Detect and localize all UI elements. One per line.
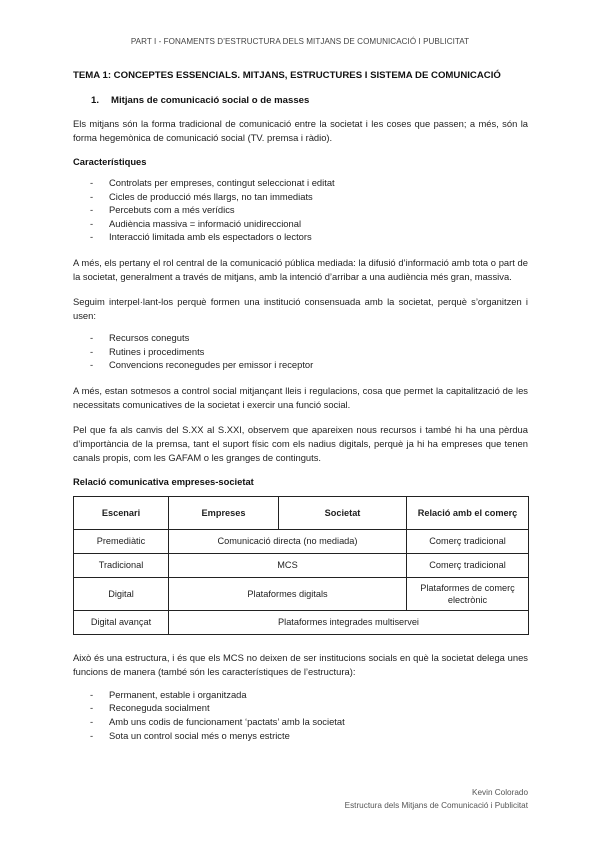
list-item: - Percebuts com a més verídics	[90, 204, 235, 216]
column-header: Escenari	[74, 496, 169, 529]
institution-paragraph: Seguim interpel·lant-los perquè formen una institució consensuada amb la societat, perquè s’organitzen i usen:	[73, 295, 528, 321]
list-item: - Interacció limitada amb els espectadors o lectors	[90, 231, 312, 243]
table-row	[74, 577, 529, 610]
characteristics-heading: Característiques	[73, 156, 147, 167]
list-item: - Rutines i procediments	[90, 345, 205, 357]
section-number: 1.	[91, 95, 100, 106]
table-cell: Plataformes digitals	[169, 577, 407, 610]
characteristics-list	[73, 176, 528, 244]
list-item: - Recursos coneguts	[90, 331, 190, 343]
list-item: - Convencions reconegudes per emissor i receptor	[90, 359, 314, 371]
list-item: - Amb uns codis de funcionament ‘pactats’ amb la societat	[90, 715, 345, 727]
table-row	[74, 610, 529, 634]
list-item: - Sota un control social més o menys estricte	[90, 729, 290, 741]
changes-paragraph: Pel que fa als canvis del S.XX al S.XXI, observem que apareixen nous recursos i també hi ha una pèrdua d’importància de la premsa, tant el suport físic com els nadius digitals, perquè ja hi ha empreses que tenen canals propis, com les GAFAM o les granges de continguts.	[73, 423, 528, 463]
table-cell: Digital avançat	[74, 610, 169, 634]
section-title	[91, 95, 528, 106]
central-role-paragraph: A més, els pertany el rol central de la comunicació pública mediada: la difusió d’informació amb tota o part de la societat, generalment a través de mitjans, amb la intenció d’arribar a una audiència més gran, massiva.	[73, 256, 528, 282]
table-cell: Comunicació directa (no mediada)	[169, 529, 407, 553]
table-cell: Plataformes integrades multiservei	[169, 610, 529, 634]
table-row	[74, 529, 529, 553]
column-header: Relació amb el comerç	[407, 496, 529, 529]
column-header: Empreses	[169, 496, 279, 529]
list-item: - Cicles de producció més llargs, no tan immediats	[90, 190, 313, 202]
list-item: - Controlats per empreses, contingut seleccionat i editat	[90, 177, 335, 188]
relation-heading: Relació comunicativa empreses-societat	[73, 475, 254, 487]
structure-paragraph: Això és una estructura, i és que els MCS no deixen de ser institucions socials en què la societat delega unes funcions de manera (també són les característiques de l’estructura):	[73, 651, 528, 677]
table-cell: Plataformes de comerç electrònic	[407, 577, 529, 610]
table-cell: Comerç tradicional	[407, 529, 529, 553]
column-header: Societat	[279, 496, 407, 529]
list-item: - Audiència massiva = informació unidireccional	[90, 217, 302, 229]
page-content	[73, 70, 528, 754]
table-cell: Premediàtic	[74, 529, 169, 553]
institution-list	[73, 331, 528, 372]
table-cell: Comerç tradicional	[407, 553, 529, 577]
relation-table	[73, 496, 529, 635]
table-cell: Tradicional	[74, 553, 169, 577]
table-header-row	[74, 496, 529, 529]
footer-course: Estructura dels Mitjans de Comunicació i Publicitat	[344, 801, 528, 810]
list-item: - Permanent, estable i organitzada	[90, 688, 247, 700]
chapter-title: TEMA 1: CONCEPTES ESSENCIALS. MITJANS, ESTRUCTURES I SISTEMA DE COMUNICACIÓ	[73, 70, 501, 81]
table-cell: MCS	[169, 553, 407, 577]
table-cell: Digital	[74, 577, 169, 610]
running-header: PART I - FONAMENTS D’ESTRUCTURA DELS MITJANS DE COMUNICACIÓ I PUBLICITAT	[130, 37, 470, 46]
section-title-text: Mitjans de comunicació social o de masses	[111, 95, 310, 106]
intro-paragraph: Els mitjans són la forma tradicional de comunicació entre la societat i les coses que passen; a més, són la forma hegemònica de comunicació social (TV. premsa i ràdio).	[73, 118, 528, 143]
list-item: - Reconeguda socialment	[90, 702, 210, 714]
table-row	[74, 553, 529, 577]
control-paragraph: A més, estan sotmesos a control social mitjançant lleis i regulacions, cosa que permet la capitalització de les necessitats comunicatives de la societat i exercir una funció social.	[73, 384, 528, 410]
footer-author: Kevin Colorado	[472, 788, 528, 797]
structure-list	[73, 688, 528, 742]
page-footer	[345, 786, 528, 812]
